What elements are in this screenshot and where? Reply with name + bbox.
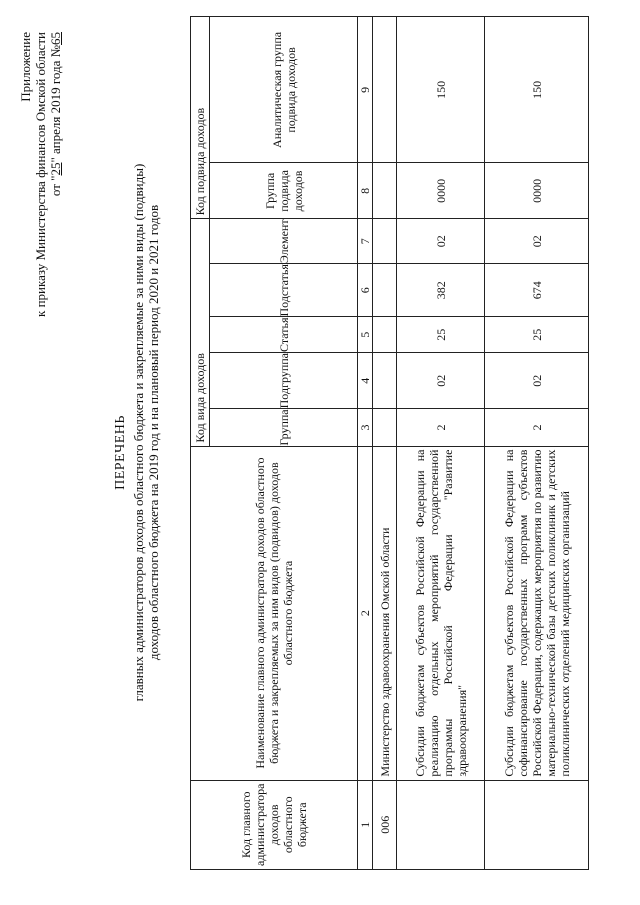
cell-element: 02 <box>397 219 485 264</box>
subtitle-line-1: главных администраторов доходов областного бюджета и закрепляемые за ними виды (подвиды) <box>131 163 146 702</box>
cell-podgruppa <box>373 353 397 409</box>
appendix-label: Приложение <box>18 32 33 102</box>
document-title: ПЕРЕЧЕНЬ <box>113 415 128 490</box>
header-admin-name: Наименование главного администратора доходов областного бюджета и закрепляемых за ним видов (подвидов) доходов областного бюджета <box>191 446 358 780</box>
col-num-7: 7 <box>358 219 373 264</box>
table-row <box>373 17 397 870</box>
cell-podstatya: 382 <box>397 264 485 317</box>
admin-code-cell <box>485 780 589 869</box>
order-day: 25 <box>48 162 63 176</box>
cell-podgruppa: 02 <box>485 353 589 409</box>
revenue-table <box>190 16 589 870</box>
col-num-1: 1 <box>358 780 373 869</box>
cell-element: 02 <box>485 219 589 264</box>
table-row <box>485 17 589 870</box>
cell-analytic-group: 150 <box>397 17 485 163</box>
header-gruppa: Группа <box>210 409 358 446</box>
admin-name-cell: Субсидии бюджетам субъектов Российской Федерации на реализацию отдельных мероприятий государственной программы Российской Федерации "Развитие здравоохранения" <box>397 446 485 780</box>
header-podstatya: Подстатья <box>210 264 358 317</box>
cell-podgruppa: 02 <box>397 353 485 409</box>
cell-podvid-group: 0000 <box>397 163 485 219</box>
col-num-4: 4 <box>358 353 373 409</box>
column-number-row <box>358 17 373 870</box>
cell-statya: 25 <box>397 317 485 353</box>
appendix-header <box>18 32 63 317</box>
order-reference: к приказу Министерства финансов Омской области <box>33 32 48 317</box>
admin-name-cell: Министерство здравоохранения Омской области <box>373 446 397 780</box>
cell-gruppa <box>373 409 397 446</box>
order-date: от "25" апреля 2019 года №65 <box>48 32 63 197</box>
document-subtitle <box>131 0 161 905</box>
cell-statya: 25 <box>485 317 589 353</box>
header-group-podvid: Код подвида доходов <box>191 17 210 219</box>
cell-analytic-group <box>373 17 397 163</box>
table-row <box>397 17 485 870</box>
cell-gruppa: 2 <box>397 409 485 446</box>
order-number: 65 <box>48 32 63 45</box>
cell-gruppa: 2 <box>485 409 589 446</box>
cell-podstatya <box>373 264 397 317</box>
col-num-9: 9 <box>358 17 373 163</box>
header-group-vid: Код вида доходов <box>191 219 210 446</box>
cell-element <box>373 219 397 264</box>
cell-analytic-group: 150 <box>485 17 589 163</box>
header-podvid-group: Группа подвида доходов <box>210 163 358 219</box>
cell-statya <box>373 317 397 353</box>
header-analytic-group: Аналитическая группа подвида доходов <box>210 17 358 163</box>
header-element: Элемент <box>210 219 358 264</box>
col-num-6: 6 <box>358 264 373 317</box>
col-num-3: 3 <box>358 409 373 446</box>
col-num-5: 5 <box>358 317 373 353</box>
header-podgruppa: Подгруппа <box>210 353 358 409</box>
cell-podstatya: 674 <box>485 264 589 317</box>
header-statya: Статья <box>210 317 358 353</box>
cell-podvid-group <box>373 163 397 219</box>
admin-code-cell <box>397 780 485 869</box>
admin-code-cell: 006 <box>373 780 397 869</box>
col-num-8: 8 <box>358 163 373 219</box>
col-num-2: 2 <box>358 446 373 780</box>
header-admin-code: Код главного администратора доходов областного бюджета <box>191 780 358 869</box>
subtitle-line-2: доходов областного бюджета на 2019 год и на плановый период 2020 и 2021 годов <box>146 204 161 661</box>
admin-name-cell: Субсидии бюджетам субъектов Российской Федерации на софинансирование государственных программ субъектов Российской Федерации, содержащих мероприятия по развитию материально-технической базы детских поликлиник и детских поликлинических отделений медицинских организаций <box>485 446 589 780</box>
cell-podvid-group: 0000 <box>485 163 589 219</box>
